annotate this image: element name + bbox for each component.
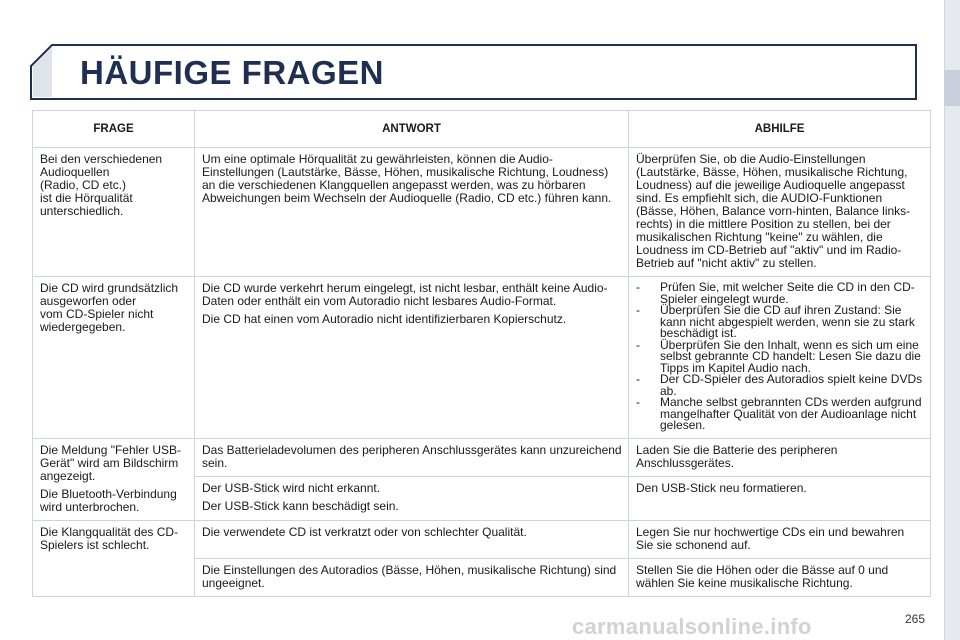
frage-text: Bei den verschiedenen Audioquellen	[40, 152, 163, 179]
abhilfe-text: Überprüfen Sie, ob die Audio-Einstellungen (Lautstärke, Bässe, Höhen, musikalische Richtung, Loudness) auf die jeweilige Audioquelle angepasst sind. Es empfiehlt sich, die AUDIO-Funktionen (Bässe, Höhen, Balance vorn-hinten, Balance links-rechts) in die mittlere Position zu stellen, bei der musikalischen Richtung "keine" zu wählen, die Loudness im CD-Betrieb auf "aktiv" und im Radio-Betrieb auf "nicht aktiv" zu stellen.	[636, 152, 911, 270]
antwort-text: Der USB-Stick kann beschädigt sein.	[202, 498, 399, 513]
list-item-text: Prüfen Sie, mit welcher Seite die CD in den CD-Spieler eingelegt wurde.	[660, 280, 915, 306]
table-row	[33, 148, 931, 277]
cell-abhilfe	[629, 476, 931, 520]
table-header-row	[33, 111, 931, 148]
list-item-text: Überprüfen Sie den Inhalt, wenn es sich um eine selbst gebrannte CD handelt: Lesen Sie dazu die Tipps im Kapitel Audio nach.	[660, 337, 921, 375]
list-item-text: Manche selbst gebrannten CDs werden aufgrund mangelhafter Qualität von der Audioanlage nicht gelesen.	[660, 395, 922, 432]
page-edge-tab	[944, 70, 960, 106]
list-item: - Überprüfen Sie den Inhalt, wenn es sich um eine selbst gebrannte CD handelt: Lesen Sie dazu die Tipps im Kapitel Audio nach.	[636, 337, 921, 375]
abhilfe-text: Stellen Sie die Höhen oder die Bässe auf 0 und wählen Sie keine musikalische Richtung.	[636, 562, 889, 590]
frage-text: ist die Hörqualität unterschiedlich.	[40, 191, 133, 218]
header-abhilfe: ABHILFE	[629, 111, 931, 148]
header-antwort: ANTWORT	[195, 111, 629, 148]
list-item: - Prüfen Sie, mit welcher Seite die CD in den CD-Spieler eingelegt wurde.	[636, 280, 915, 306]
frage-text: vom CD-Spieler nicht wiedergegeben.	[40, 307, 154, 334]
list-item: - Der CD-Spieler des Autoradios spielt keine DVDs ab.	[636, 372, 923, 398]
cell-abhilfe	[629, 277, 931, 439]
antwort-text: Um eine optimale Hörqualität zu gewährleisten, können die Audio-Einstellungen (Lautstärke, Bässe, Höhen, musikalische Richtung, Loudness) an die verschiedenen Klangquellen angepasst werden, was zu hörbaren Abweichungen beim Wechseln der Audioquelle (Radio, CD etc.) führen kann.	[202, 152, 612, 205]
cell-antwort	[195, 277, 629, 439]
antwort-text: Die CD hat einen vom Autoradio nicht identifizierbaren Kopierschutz.	[202, 312, 567, 326]
abhilfe-text: Laden Sie die Batterie des peripheren Anschlussgerätes.	[636, 442, 838, 470]
cell-antwort	[195, 558, 629, 596]
cell-abhilfe	[629, 520, 931, 558]
cell-frage	[33, 277, 195, 439]
cell-antwort	[195, 520, 629, 558]
antwort-text: Die Einstellungen des Autoradios (Bässe, Höhen, musikalische Richtung) sind ungeeignet.	[202, 562, 617, 590]
watermark: carmanualsonline.info	[572, 614, 812, 639]
antwort-text: Die CD wurde verkehrt herum eingelegt, ist nicht lesbar, enthält keine Audio-Daten oder enthält ein vom Autoradio nicht lesbares Audio-Format.	[202, 281, 608, 308]
table-row	[33, 438, 931, 476]
antwort-text: Das Batterieladevolumen des peripheren Anschlussgerätes kann unzureichend sein.	[202, 442, 622, 470]
faq-table	[32, 110, 931, 597]
cell-frage	[33, 520, 195, 596]
page-number: 265	[905, 612, 926, 626]
cell-abhilfe	[629, 558, 931, 596]
table-row	[33, 277, 931, 439]
list-item: - Überprüfen Sie die CD auf ihren Zustand: Sie kann nicht abgespielt werden, wenn sie zu stark beschädigt ist.	[636, 303, 915, 340]
frage-text: Die Meldung "Fehler USB-Gerät" wird am Bildschirm angezeigt.	[40, 442, 181, 483]
header-frage: FRAGE	[33, 111, 195, 148]
abhilfe-text: Den USB-Stick neu formatieren.	[636, 480, 807, 495]
list-item: - Manche selbst gebrannten CDs werden aufgrund mangelhafter Qualität von der Audioanlage nicht gelesen.	[636, 395, 922, 432]
antwort-text: Die verwendete CD ist verkratzt oder von schlechter Qualität.	[202, 524, 527, 539]
frage-text: Die CD wird grundsätzlich ausgeworfen oder	[40, 281, 179, 308]
abhilfe-text: Legen Sie nur hochwertige CDs ein und bewahren Sie sie schonend auf.	[636, 524, 905, 552]
table-row	[33, 520, 931, 558]
list-item-text: Überprüfen Sie die CD auf ihren Zustand: Sie kann nicht abgespielt werden, wenn sie zu stark beschädigt ist.	[660, 303, 915, 340]
cell-antwort	[195, 438, 629, 476]
cell-frage	[33, 438, 195, 520]
abhilfe-list	[636, 282, 924, 432]
antwort-text: Der USB-Stick wird nicht erkannt.	[202, 480, 381, 495]
cell-abhilfe	[629, 148, 931, 277]
cell-antwort	[195, 148, 629, 277]
frage-text: Die Bluetooth-Verbindung wird unterbrochen.	[40, 486, 177, 514]
cell-frage	[33, 148, 195, 277]
frage-text: Die Klangqualität des CD-Spielers ist schlecht.	[40, 524, 179, 552]
list-item-text: Der CD-Spieler des Autoradios spielt keine DVDs ab.	[660, 372, 923, 398]
page-title: HÄUFIGE FRAGEN	[80, 54, 384, 91]
cell-abhilfe	[629, 438, 931, 476]
frage-text: (Radio, CD etc.)	[40, 178, 127, 192]
cell-antwort	[195, 476, 629, 520]
